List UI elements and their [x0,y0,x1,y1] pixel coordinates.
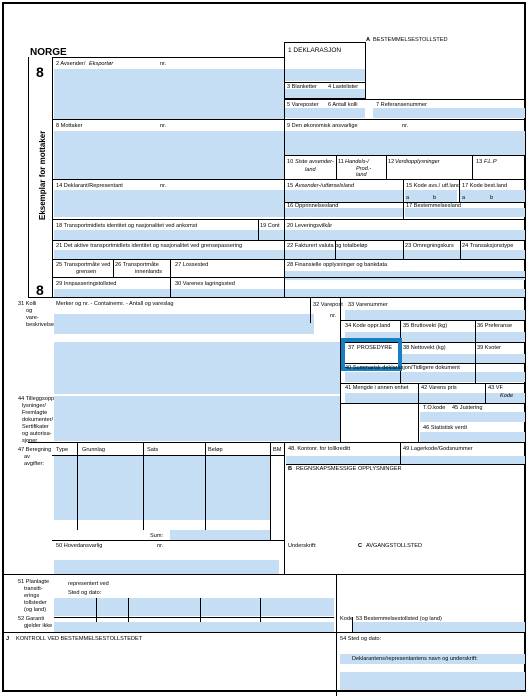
f28-label: 28 Finansielle opplysninger og bankdata [287,262,388,268]
f15a-b: b [433,195,437,201]
f10-num: 10 [287,159,294,165]
f47-col-bm: BM [273,447,282,453]
commodity-code-field[interactable] [345,310,525,320]
f50-nr: nr. [157,543,164,549]
declarant-field[interactable] [54,190,284,217]
f15-label2: utførselsland [322,183,355,189]
f10-label2: land [305,167,316,173]
copy-number-bottom: 8 [36,282,44,298]
f15a-a: a [406,195,410,201]
dispatch-country-field[interactable] [285,190,403,202]
f50-label: 50 Hovedansvarlig [56,543,103,549]
f17a-b: b [490,195,494,201]
copy-side-label: Eksemplar for mottaker [38,130,47,220]
f51-label3: erings [24,593,40,599]
statistical-value-field[interactable] [420,432,525,442]
to-code-label: T.O.kode [423,405,446,411]
f11-label3: land [356,172,367,178]
f51-label: 51 Planlagte [18,579,50,585]
f51-label2: transitt- [24,586,43,592]
f2-label: 2 Avsender/ [56,61,86,67]
goods-desc-field[interactable] [54,314,314,334]
f11-label: Handels-/ [345,159,369,165]
financial-responsible-field[interactable] [285,131,525,155]
f18-label: 18 Transportmidlets identitet og nasjonalitet ved ankomst [56,223,198,229]
f52-label2: gjelder ikke [24,623,53,629]
f47-col-basis: Grunnlag [82,447,106,453]
f49-label: 49 Lagerkode/Godsnummer [403,446,473,452]
f44-label5: Sertifikater [22,424,49,430]
f32-label: 32 Varepost [313,302,343,308]
duty-sum-field[interactable] [170,530,270,540]
f6-label: 6 Antall kolli [328,102,358,108]
delivery-terms-field[interactable] [285,230,525,240]
f21-label: 21 Det aktive transportmidlets identitet og nasjonalitet ved grensepassering [56,243,243,249]
f44-label: 44 Tilleggsopp [18,396,55,402]
duty-calc-field[interactable] [54,455,270,520]
sender-field[interactable] [54,69,284,119]
f31-label3: vare- [26,315,39,321]
f34-label: 34 Kode oppr.land [345,323,391,329]
f41-label: 41 Mengde i annen enhet [345,385,409,391]
section-b-label: B [288,466,293,472]
copy-number: 8 [36,64,44,80]
f52-label: 52 Garanti [18,616,45,622]
section-c-label: C [358,543,363,549]
guarantee-field[interactable] [54,622,334,632]
destination-office-field[interactable] [352,622,525,632]
f26-label: 26 Transportmåte [115,262,159,268]
f9-label: 9 Den økonomisk ansvarlige [287,123,358,129]
f17-label: 17 Bestemmelsesland [406,203,462,209]
f42-label: 42 Varens pris [421,385,457,391]
f51-place-label: Sted og dato: [68,590,102,596]
f44-label4: dokumenter/ [22,417,54,423]
f47-label2: av [24,454,30,460]
signature-field[interactable] [340,672,525,690]
f31-label2: og [26,308,33,314]
f44-label2: lysninger/ [22,403,46,409]
f3-label: 3 Blanketter [287,84,317,90]
destination-office-title: BESTEMMELSESTOLLSTED [373,37,448,43]
f32-nr: nr. [330,313,337,319]
f44-label3: Fremlagte [22,410,48,416]
f26-label2: innenlands [135,269,163,275]
f31-label4: beskrivelse [26,322,54,328]
f16-label: 16 Opprinnelsesland [287,203,339,209]
f2-nr: nr. [160,61,167,67]
f24-label: 24 Transaksjonstype [462,243,514,249]
f15a-label: 15 Kode avs./ utf.land [406,183,461,189]
f46-label: 46 Statistisk verdi [423,425,467,431]
f53-label: 53 Bestemmelsestollsted (og land) [356,616,442,622]
section-j-label: J [6,636,10,642]
f43-label: 43 VF [488,385,503,391]
f9-nr: nr. [402,123,409,129]
f50-signature-label: Underskrift: [288,543,317,549]
f15-num: 15 [287,183,294,189]
f13-label: F.L.P [484,159,497,165]
f7-label: 7 Referansenummer [376,102,427,108]
f31-content-label: Merker og nr. - Containernr. - Antall og vareslag [56,301,174,307]
f48-label: 48. Kontonr. for tollkreditt [288,446,351,452]
f22-label: 22 Fakturert valuta og totalbeløp [287,243,368,249]
f47-col-type: Type [56,447,69,453]
f47-label3: avgifter: [24,461,44,467]
net-weight-field[interactable] [400,354,525,363]
f25-label2: grensen [76,269,97,275]
goods-desc-field-2[interactable] [54,342,340,394]
section-c-title: AVGANGSTOLLSTED [366,543,423,549]
f4-label: 4 Lastelister [328,84,359,90]
f30-label: 30 Varenes lagringssted [175,281,235,287]
items-field[interactable] [285,108,365,118]
f44-label6: og autorisa- [22,431,52,437]
f43-code: Kode [500,393,514,399]
f33-label: 33 Varenummer [348,302,388,308]
f54b-label: Deklarantens/representantens navn og underskrift: [352,656,478,662]
summary-declaration-field[interactable] [345,372,525,382]
storage-field[interactable] [285,289,525,297]
country-title: NORGE [30,47,67,58]
f5-label: 5 Vareposter [287,102,319,108]
f15-label: Avsender-/ [295,183,322,189]
dispatch-code-field[interactable] [405,190,457,202]
f51-rep-label: representert ved [68,581,109,587]
principal-field[interactable] [54,560,279,574]
f40-label: 40 Summarisk deklarasjon/Tidligere dokument [345,365,460,371]
f14-label: 14 Deklarant/Representant [56,183,123,189]
f23-label: 23 Omregningskurs [405,243,454,249]
f11-num: 11 [338,159,344,165]
additional-info-field[interactable] [54,396,340,441]
f19-label: 19 Cont [260,223,280,229]
f25-label: 25 Transportmåte ved [56,262,111,268]
credit-account-field[interactable] [286,456,525,464]
quantity-price-field[interactable] [345,393,525,403]
section-j-title: KONTROLL VED BESTEMMELSESTOLLSTEDET [16,636,143,642]
entry-office-field[interactable] [54,289,284,297]
f54-label: 54 Sted og dato: [340,636,382,642]
f36-label: 36 Preferanse [477,323,513,329]
f38-label: 38 Nettovekt (kg) [403,345,446,351]
f51-label5: (og land) [24,607,47,613]
f31-label: 31 Kolli [18,301,37,307]
f47-label: 47 Beregning [18,447,52,453]
f47-col-rate: Sats [147,447,159,453]
f20-label: 20 Leveringsvilkår [287,223,333,229]
f29-label: 29 Innpasseringstollsted [56,281,117,287]
consignee-field[interactable] [54,131,284,179]
section-a-label: A [366,37,371,43]
f37-label: PROSEDYRE [357,345,393,351]
f10-label: Siste avsender- [295,159,334,165]
f47-sum-label: Sum: [150,533,164,539]
f27-label: 27 Lossested [175,262,209,268]
f35-label: 35 Bruttovekt (kg) [403,323,448,329]
f45-label: 45 Justering [452,405,483,411]
f51-label4: tollsteder [24,600,47,606]
f47-col-amount: Beløp [208,447,223,453]
section-b-title: REGNSKAPSMESSIGE OPPLYSNINGER [296,466,402,472]
f44-label7: sjoner [22,438,38,444]
adjustment-field[interactable] [420,412,525,422]
declaration-label: 1 DEKLARASJON [288,47,342,54]
f17a-label: 17 Kode best.land [462,183,508,189]
code-label: Kode [340,616,354,622]
f2-label-italic: Eksportør [89,61,114,67]
f8-nr: nr. [160,123,167,129]
f12-label: Verdiopplysninger [395,159,440,165]
f13-num: 13 [476,159,483,165]
f11-label2: Prod.- [356,166,372,172]
f14-nr: nr. [160,183,167,189]
f39-label: 39 Kvoter [477,345,501,351]
f37-num: 37 [348,345,355,351]
reference-field[interactable] [373,108,525,118]
f12-num: 12 [388,159,395,165]
bank-data-field[interactable] [285,271,525,280]
f17a-a: a [462,195,466,201]
f8-label: 8 Mottaker [56,123,83,129]
